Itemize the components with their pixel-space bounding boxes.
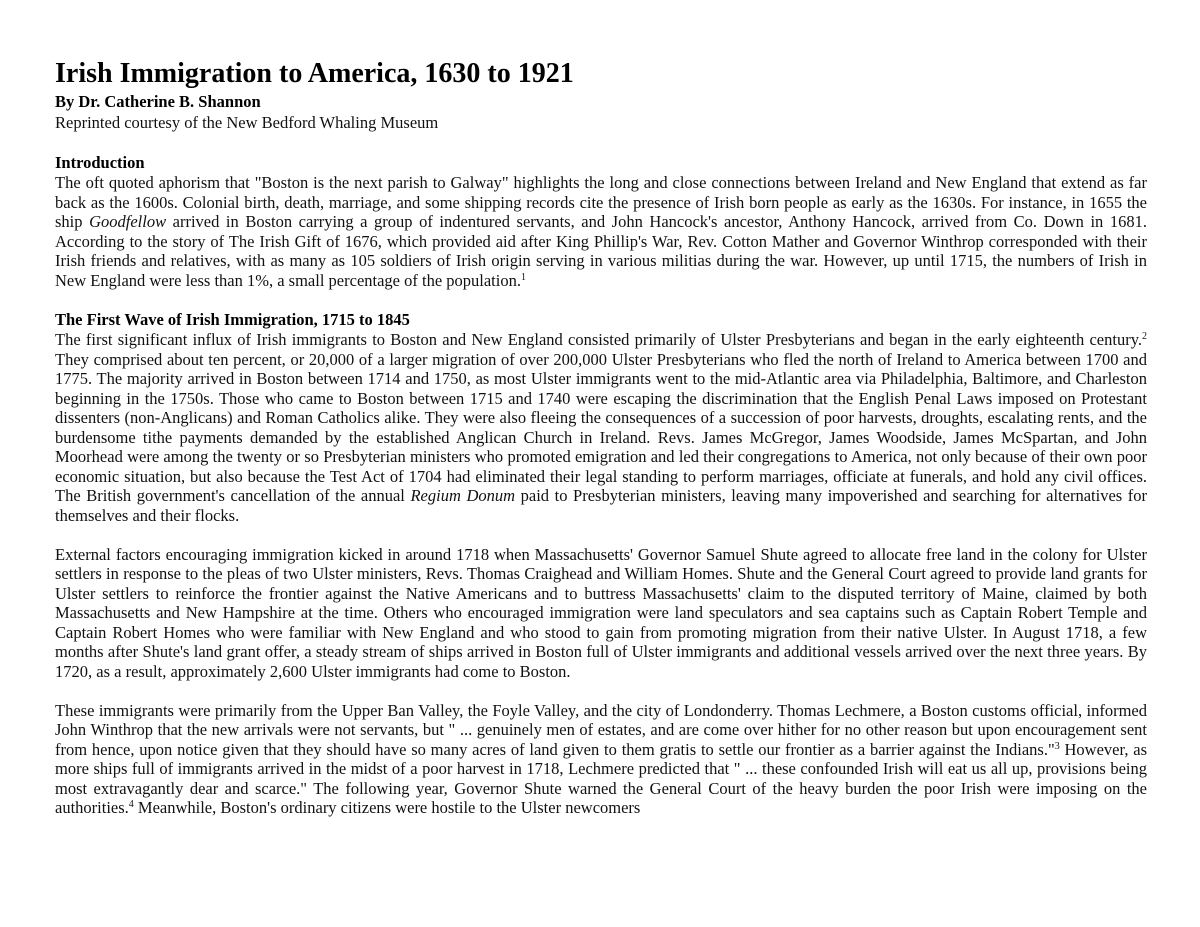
first-wave-paragraph-2: External factors encouraging immigration kicked in around 1718 when Massachusetts' Governor Samuel Shute agreed to allocate free land in the colony for Ulster settlers in response to the pleas of two Ulster ministers, Revs. Thomas Craighead and William Homes. Shute and the General Court agreed to provide land grants for Ulster settlers to reinforce the frontier against the Native Americans and to buttress Massachusetts' claim to the disputed territory of Maine, claimed by both Massachusetts and New Hampshire at the time. Others who encouraged immigration were land speculators and sea captains such as Captain Robert Temple and Captain Robert Homes who were familiar with New England and who stood to gain from promoting migration from their native Ulster. In August 1718, a few months after Shute's land grant offer, a steady stream of ships arrived in Boston full of Ulster immigrants and additional vessels arrived over the next three years. By 1720, as a result, approximately 2,600 Ulster immigrants had come to Boston. (55, 544, 1147, 681)
document-page (55, 57, 1147, 818)
regium-donum-term: Regium Donum (410, 486, 516, 505)
first-wave-paragraph-1: The first significant influx of Irish immigrants to Boston and New England consisted primarily of Ulster Presbyterians and began in the early eighteenth century.$^2$ They comprised about ten percent, or 20,000 of a larger migration of over 200,000 Ulster Presbyterians who fled the north of Ireland to America between 1700 and 1775. The majority arrived in Boston between 1714 and 1750, as most Ulster immigrants went to the mid-Atlantic area via Philadelphia, Baltimore, and Charleston beginning in the 1750s. Those who came to Boston between 1715 and 1740 were escaping the discrimination that the English Penal Laws imposed on Protestant dissenters (non-Anglicans) and Roman Catholics alike. They were also fleeing the consequences of a succession of poor harvests, droughts, escalating rents, and the burdensome tithe payments demanded by the established Anglican Church in Ireland. Revs. James McGregor, James Woodside, James McSpartan, and John Moorhead were among the twenty or so Presbyterian ministers who promoted emigration and led their congregations to America, not only because of their own poor economic situation, but also because the Test Act of 1704 had eliminated their legal standing to perform marriages, officiate at funerals, and hold any civil offices. The British government's cancellation of the annual Regium Donum paid to Presbyterian ministers, leaving many impoverished and searching for alternatives for themselves and their flocks. (55, 330, 1148, 525)
introduction-section (55, 153, 1147, 290)
footnote-ref-2: 2 (1142, 331, 1147, 342)
introduction-paragraph: The oft quoted aphorism that "Boston is the next parish to Galway" highlights the long and close connections between Ireland and New England that extend as far back as the 1600s. Colonial birth, death, marriage, and some shipping records cite the presence of Irish born people as early as the 1630s. For instance, in 1655 the ship Goodfellow arrived in Boston carrying a group of indentured servants, and John Hancock's ancestor, Anthony Hancock, arrived from Co. Down in 1681. According to the story of The Irish Gift of 1676, which provided aid after King Phillip's War, Rev. Cotton Mather and Governor Winthrop corresponded with their Irish friends and relatives, with as many as 105 soldiers of Irish origin serving in various militias during the war. However, up until 1715, the numbers of Irish in New England were less than 1%, a small percentage of the population.$^1$ (55, 173, 1147, 290)
document-title: Irish Immigration to America, 1630 to 1921 (55, 58, 574, 89)
footnote-ref-1: 1 (520, 271, 526, 283)
first-wave-heading: The First Wave of Irish Immigration, 1715 to 1845 (55, 310, 410, 329)
first-wave-section (55, 310, 1147, 818)
ship-name: Goodfellow (89, 212, 167, 231)
introduction-heading: Introduction (55, 153, 145, 172)
first-wave-paragraph-3: These immigrants were primarily from the Upper Ban Valley, the Foyle Valley, and the city of Londonderry. Thomas Lechmere, a Boston customs official, informed John Winthrop that the new arrivals were not servants, but " ... genuinely men of estates, and are come over hither for no other reason but upon encouragement sent from hence, upon notice given that they should have so many acres of land given to them gratis to settle our frontier as a barrier against the Indians."$^3$ However, as more ships full of immigrants arrived in the midst of a poor harvest in 1718, Lechmere predicted that " ... these confounded Irish will eat us all up, provisions being most extravagantly dear and scarce." The following year, Governor Shute warned the General Court of the heavy burden the poor Irish were imposing on the authorities.$^4$ Meanwhile, Boston's ordinary citizens were hostile to the Ulster newcomers (55, 700, 1147, 817)
author-byline: By Dr. Catherine B. Shannon (55, 92, 261, 111)
reprint-courtesy: Reprinted courtesy of the New Bedford Whaling Museum (55, 113, 439, 132)
footnote-ref-3: 3 (1054, 740, 1060, 752)
footnote-ref-4: 4 (128, 799, 134, 810)
